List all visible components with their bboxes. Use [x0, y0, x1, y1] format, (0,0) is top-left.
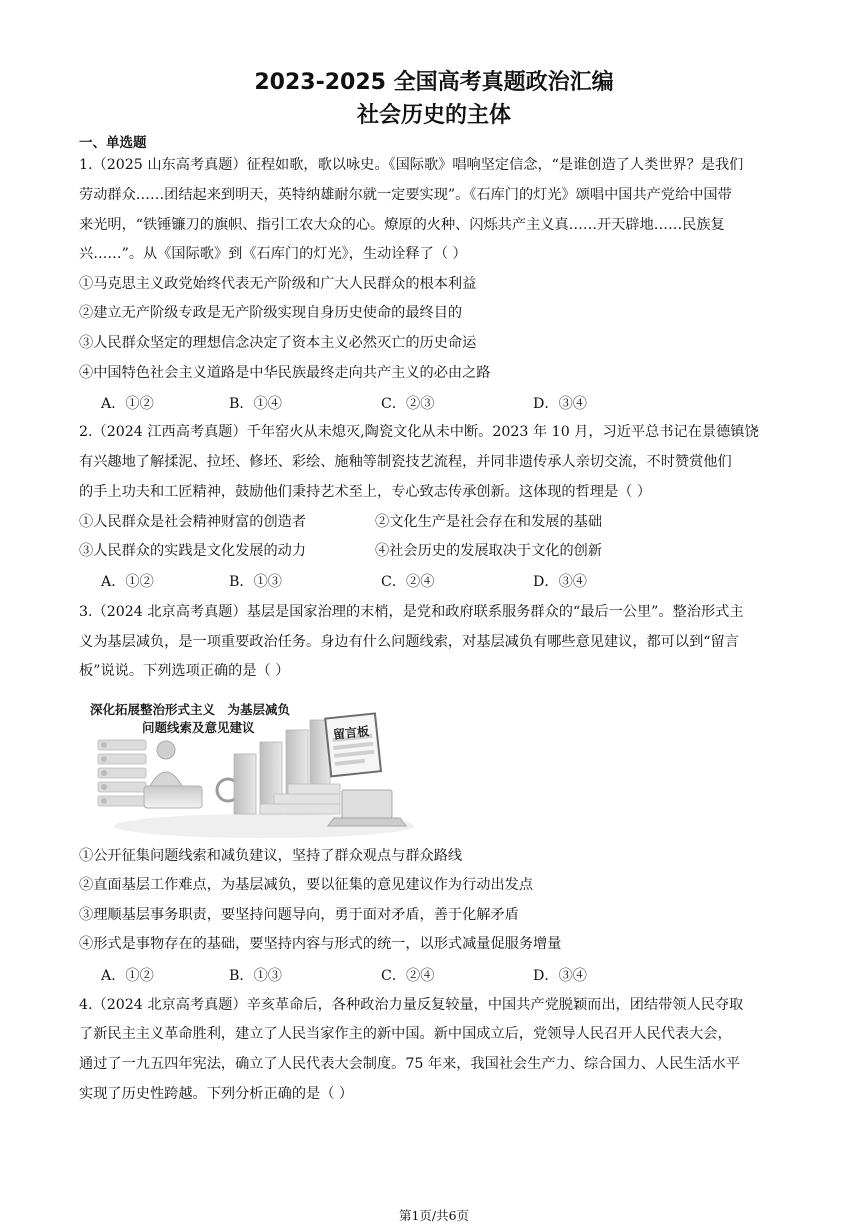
q1-option-b: B．①④ [229, 396, 282, 412]
q1-stem-line: 1.（2025 山东高考真题）征程如歌，歌以咏史。《国际歌》唱响坚定信念，“是谁创造了人类世界？是我们 [79, 157, 744, 173]
q1-statement: ④中国特色社会主义道路是中华民族最终走向共产主义的必由之路 [79, 365, 491, 381]
q1-option-c: C．②③ [381, 396, 435, 412]
q2-stem-line: 的手上功夫和工匠精神，鼓励他们秉持艺术至上，专心致志传承创新。这体现的哲理是（ ） [79, 484, 652, 500]
q2-option-b: B．①③ [229, 574, 282, 590]
q2-statement-4: ④社会历史的发展取决于文化的创新 [375, 543, 603, 559]
q1-stem-line: 劳动群众……团结起来到明天，英特纳雄耐尔就一定要实现”。《石库门的灯光》颂唱中国共产党给中国带 [79, 187, 732, 203]
q4-stem-line: 了新民主主义革命胜利，建立了人民当家作主的新中国。新中国成立后，党领导人民召开人民代表大会， [79, 1026, 732, 1042]
q4-stem-line: 实现了历史性跨越。下列分析正确的是（ ） [79, 1086, 354, 1102]
q2-statement-1: ①人民群众是社会精神财富的创造者 [79, 514, 307, 530]
q1-stem-line: 来光明，“铁锤镰刀的旗帜、指引工农大众的心。燎原的火种、闪烁共产主义真……开天辟地……民族复 [79, 217, 725, 233]
q1-stem-line: 兴……”。从《国际歌》到《石库门的灯光》，生动诠释了（ ） [79, 246, 467, 262]
q3-statement: ①公开征集问题线索和减负建议，坚持了群众观点与群众路线 [79, 848, 463, 864]
document-title: 2023-2025 全国高考真题政治汇编 [254, 70, 614, 95]
q3-stem-line: 板”说说。下列选项正确的是（ ） [79, 663, 290, 679]
q3-statement: ②直面基层工作难点，为基层减负，要以征集的意见建议作为行动出发点 [79, 877, 534, 893]
q3-option-a: A．①② [101, 968, 154, 984]
q3-stem-line: 义为基层减负，是一项重要政治任务。身边有什么问题线索，对基层减负有哪些意见建议，都可以到“留言 [79, 634, 739, 650]
q1-statement: ②建立无产阶级专政是无产阶级实现自身历史使命的最终目的 [79, 305, 463, 321]
q3-option-c: C．②④ [381, 968, 435, 984]
q1-option-d: D．③④ [533, 396, 587, 412]
q3-stem-line: 3.（2024 北京高考真题）基层是国家治理的末梢，是党和政府联系服务群众的“最后一公里”。整治形式主 [79, 604, 744, 620]
q3-option-b: B．①③ [229, 968, 282, 984]
message-board-label: 留言板 [332, 724, 370, 742]
q1-statement: ①马克思主义政党始终代表无产阶级和广大人民群众的根本利益 [79, 276, 477, 292]
section-heading: 一、单选题 [79, 135, 147, 151]
illustration-caption-line1: 深化拓展整治形式主义 为基层减负 [90, 702, 291, 717]
q2-option-c: C．②④ [381, 574, 435, 590]
q4-stem-line: 通过了一九五四年宪法，确立了人民代表大会制度。75 年来，我国社会生产力、综合国力、人民生活水平 [79, 1056, 741, 1072]
q2-stem-line: 2.（2024 江西高考真题）千年窑火从未熄灭,陶瓷文化从未中断。2023 年 10 月，习近平总书记在景德镇饶 [79, 424, 759, 440]
q2-option-a: A．①② [101, 574, 154, 590]
q1-option-a: A．①② [101, 396, 154, 412]
q2-statement-2: ②文化生产是社会存在和发展的基础 [375, 514, 603, 530]
page-number: 第1页/共6页 [398, 1208, 470, 1223]
q2-option-d: D．③④ [533, 574, 587, 590]
document-subtitle: 社会历史的主体 [356, 103, 511, 128]
q1-statement: ③人民群众坚定的理想信念决定了资本主义必然灭亡的历史命运 [79, 335, 477, 351]
q3-statement: ④形式是事物存在的基础，要坚持内容与形式的统一，以形式减量促服务增量 [79, 936, 562, 952]
q2-stem-line: 有兴趣地了解揉泥、拉坯、修坯、彩绘、施釉等制瓷技艺流程，并同非遗传承人亲切交流，不时赞赏他们 [79, 454, 732, 470]
q4-stem-line: 4.（2024 北京高考真题）辛亥革命后，各种政治力量反复较量，中国共产党脱颖而出，团结带领人民夺取 [79, 997, 744, 1013]
q3-statement: ③理顺基层事务职责，要坚持问题导向，勇于面对矛盾，善于化解矛盾 [79, 907, 519, 923]
q2-statement-3: ③人民群众的实践是文化发展的动力 [79, 543, 307, 559]
message-board-illustration [84, 694, 414, 842]
q3-option-d: D．③④ [533, 968, 587, 984]
illustration-caption-line2: 问题线索及意见建议 [142, 720, 255, 735]
